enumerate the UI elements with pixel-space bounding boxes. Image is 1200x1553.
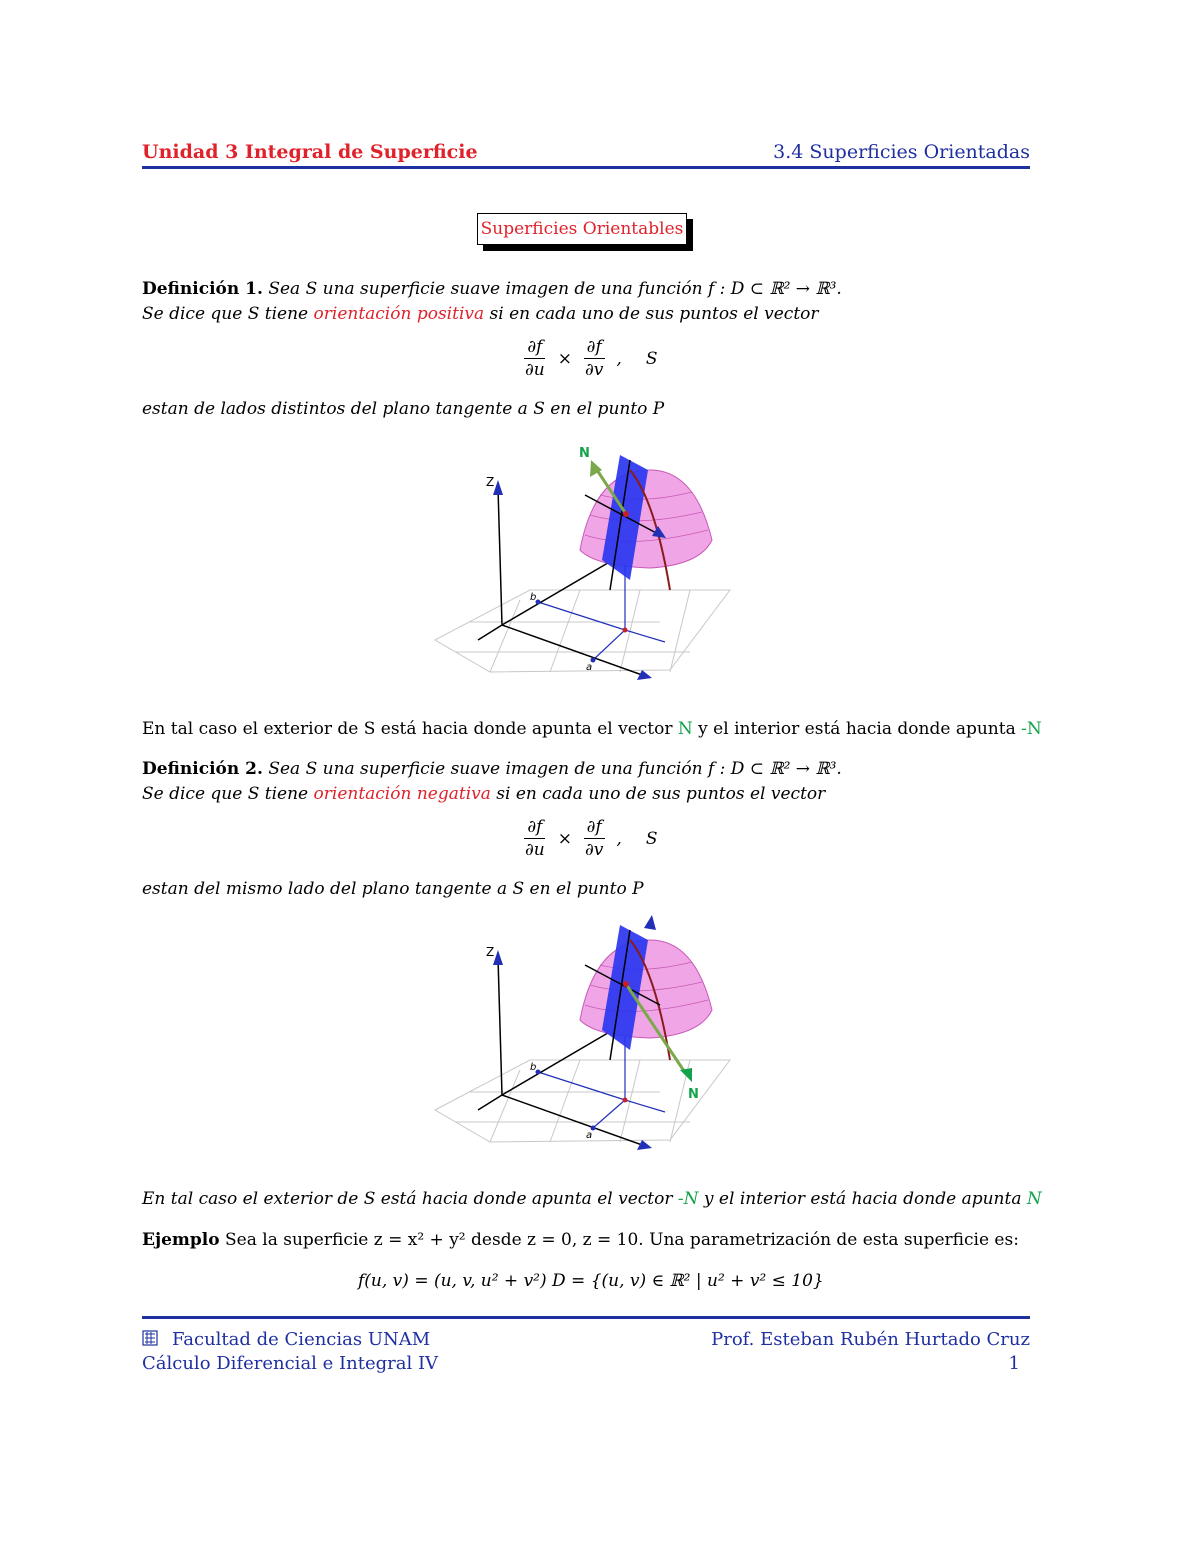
section-title-box: Superficies Orientables [477, 213, 687, 245]
label-b: b [530, 1062, 537, 1073]
definition-1 [142, 277, 1042, 327]
frac-den: ∂v [585, 360, 604, 380]
figure-positive-orientation [430, 440, 750, 690]
z-axis-arrow [493, 480, 503, 495]
frac-num: ∂f [584, 816, 605, 839]
point-p [623, 981, 629, 987]
normal-arrow-head [680, 1068, 692, 1082]
tangent-line-2-arrow [644, 915, 656, 930]
example-formula: f(u, v) = (u, v, u² + v²) D = {(u, v) ∈ ℝ² | u² + v² ≤ 10} [358, 1271, 824, 1291]
label-z: Z [486, 475, 495, 489]
figure-negative-orientation [430, 910, 750, 1150]
times-sign: × [557, 828, 572, 849]
definition-2-line2-pre: Se dice que S tiene [142, 784, 314, 804]
point-p [623, 511, 629, 517]
caption-2 [142, 1189, 1042, 1209]
label-n: N [579, 446, 590, 461]
formula-2 [522, 816, 657, 861]
frac-den: ∂v [585, 840, 604, 860]
grid-plane [435, 590, 730, 672]
example [142, 1230, 1042, 1250]
footer-page-number: 1 [1008, 1353, 1020, 1374]
label-b: b [530, 592, 537, 603]
definition-2-label: Definición 2. [142, 759, 263, 779]
footer-rule [142, 1316, 1030, 1319]
label-a: a [586, 662, 593, 673]
comma: , [616, 828, 622, 849]
caption-2-pre: En tal caso el exterior de S está hacia donde apunta el vector [142, 1189, 678, 1209]
definition-2-after: estan del mismo lado del plano tangente a S en el punto P [142, 879, 644, 899]
header-unit-title: Unidad 3 Integral de Superficie [142, 141, 478, 163]
label-n: N [688, 1087, 699, 1102]
caption-1-pre: En tal caso el exterior de S está hacia donde apunta el vector [142, 719, 678, 739]
header-rule [142, 166, 1030, 169]
formula-s: S [645, 348, 658, 369]
caption-2-neg-n: -N [677, 1189, 699, 1209]
frac-den: ∂u [525, 840, 545, 860]
caption-1 [142, 719, 1042, 739]
x-axis-arrow [637, 1140, 652, 1150]
caption-2-mid: y el interior está hacia donde apunta [698, 1189, 1027, 1209]
label-a: a [586, 1130, 593, 1141]
point-projection [623, 1098, 628, 1103]
fraction-df-dv [582, 336, 606, 381]
caption-1-neg-n: -N [1021, 719, 1042, 739]
footer-course: Cálculo Diferencial e Integral IV [142, 1353, 439, 1374]
point-projection [623, 628, 628, 633]
definition-2-line1: Sea S una superficie suave imagen de una función f : D ⊂ ℝ² → ℝ³. [268, 759, 842, 779]
definition-1-line2-post: si en cada uno de sus puntos el vector [484, 304, 819, 324]
fraction-df-du [522, 336, 548, 381]
fraction-df-du [522, 816, 548, 861]
definition-1-label: Definición 1. [142, 279, 263, 299]
z-axis-arrow [493, 950, 503, 965]
paraboloid-surface [580, 940, 712, 1038]
frac-den: ∂u [525, 360, 545, 380]
fraction-df-dv [582, 816, 606, 861]
header-section-title: 3.4 Superficies Orientadas [773, 141, 1030, 163]
x-axis-arrow [637, 670, 652, 680]
example-label: Ejemplo [142, 1230, 220, 1250]
formula-1 [522, 336, 657, 381]
label-z: Z [486, 945, 495, 959]
frac-num: ∂f [524, 816, 545, 839]
frac-num: ∂f [584, 336, 605, 359]
definition-1-line2-pre: Se dice que S tiene [142, 304, 314, 324]
term-orientacion-negativa: orientación negativa [313, 784, 491, 804]
definition-2 [142, 757, 1042, 807]
term-orientacion-positiva: orientación positiva [313, 304, 485, 324]
definition-2-line2-post: si en cada uno de sus puntos el vector [490, 784, 826, 804]
definition-1-after: estan de lados distintos del plano tangente a S en el punto P [142, 399, 665, 419]
formula-s: S [645, 828, 658, 849]
paraboloid-surface [580, 470, 712, 568]
comma: , [616, 348, 622, 369]
footer-professor: Prof. Esteban Rubén Hurtado Cruz [711, 1329, 1030, 1350]
caption-1-mid: y el interior está hacia donde apunta [692, 719, 1022, 739]
caption-1-n: N [677, 719, 693, 739]
unam-logo-icon [142, 1330, 158, 1346]
footer-faculty: Facultad de Ciencias UNAM [172, 1329, 431, 1350]
caption-2-n: N [1026, 1189, 1042, 1209]
times-sign: × [557, 348, 572, 369]
frac-num: ∂f [524, 336, 545, 359]
example-text: Sea la superficie z = x² + y² desde z = 0, z = 10. Una parametrización de esta superficie es: [219, 1230, 1019, 1250]
definition-1-line1: Sea S una superficie suave imagen de una función f : D ⊂ ℝ² → ℝ³. [268, 279, 842, 299]
